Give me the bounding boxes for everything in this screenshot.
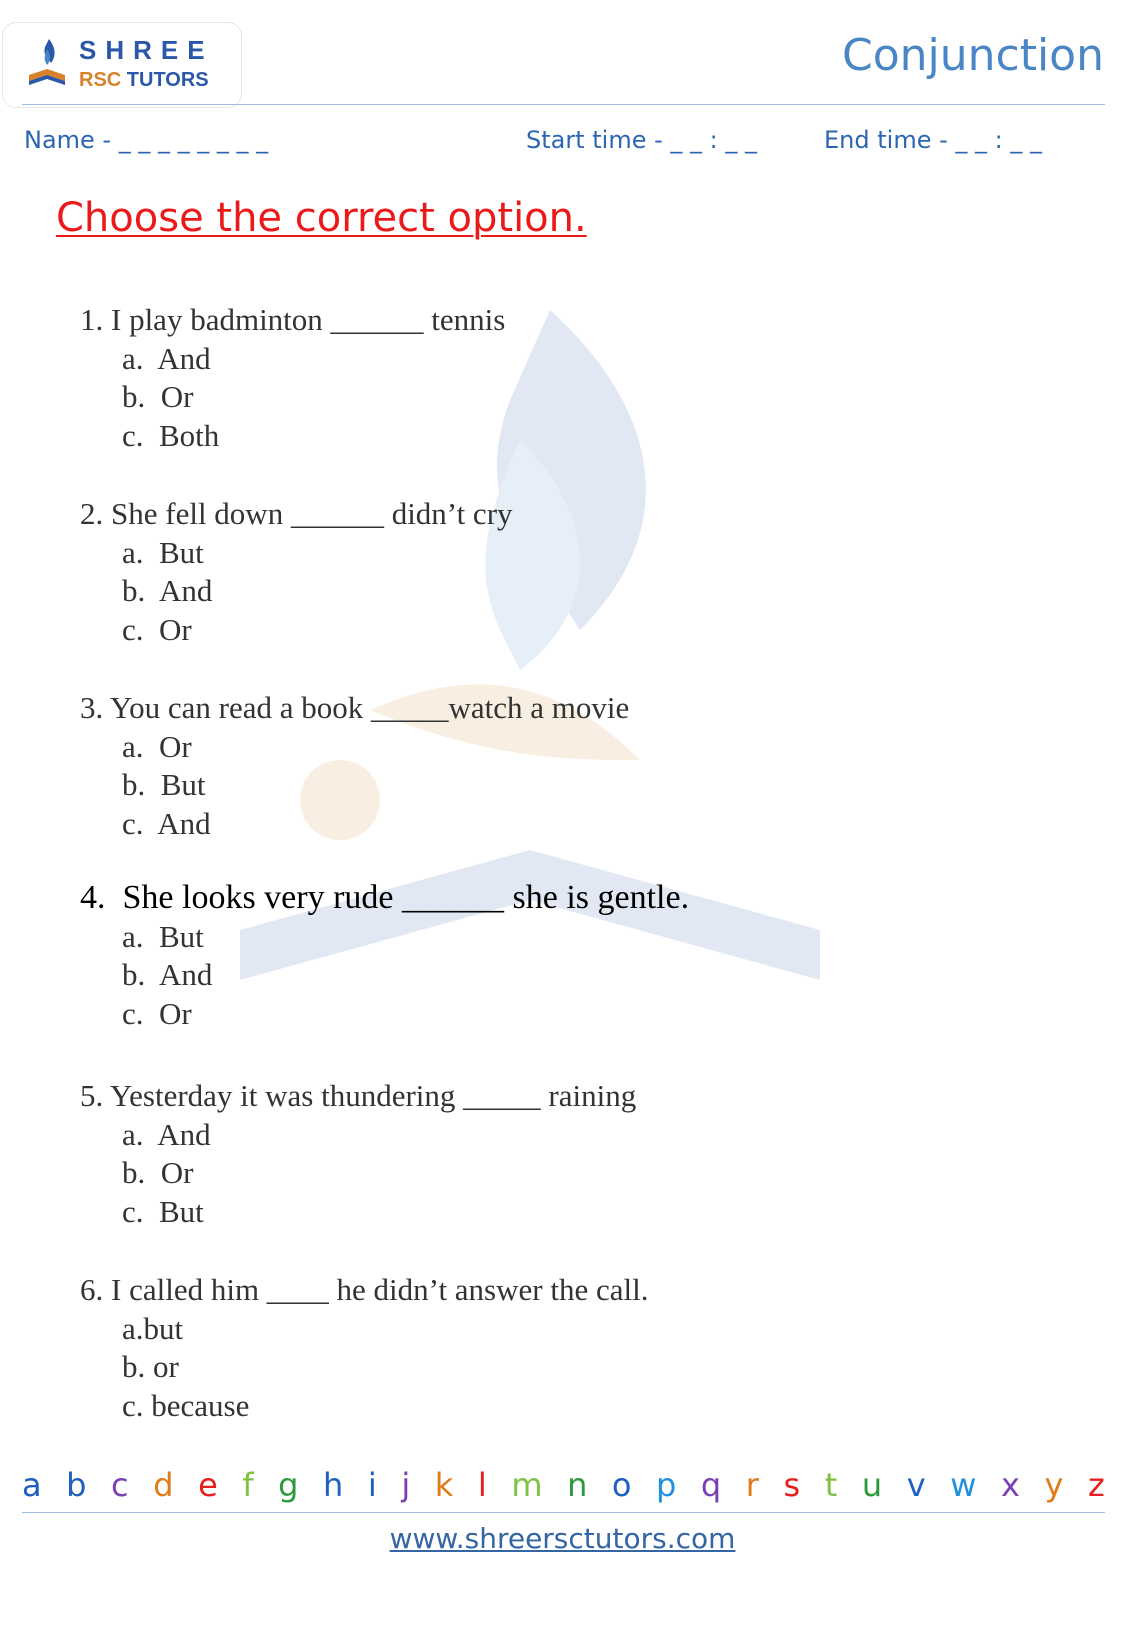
alphabet-letter-q: q: [700, 1466, 722, 1504]
option-b: b. And: [122, 573, 213, 608]
option-b: b. Or: [122, 1155, 194, 1190]
start-time-field: Start time - _ _ : _ _: [526, 126, 757, 154]
footer-divider: [22, 1512, 1105, 1513]
option-c: c. Or: [122, 611, 192, 647]
alphabet-letter-d: d: [153, 1466, 174, 1504]
question-stem: 5. Yesterday it was thundering _____ raining: [80, 1078, 637, 1113]
question-2: [80, 495, 513, 649]
option-a: a. And: [122, 1116, 211, 1152]
option-a: a.but: [122, 1310, 184, 1346]
option-c: c. But: [122, 1193, 204, 1229]
option-a: a. Or: [122, 728, 192, 764]
alphabet-letter-f: f: [242, 1466, 254, 1504]
option-b: b. But: [122, 767, 206, 802]
brand-subtitle-rsc: RSC: [79, 69, 122, 91]
alphabet-letter-t: t: [824, 1466, 838, 1504]
alphabet-letter-u: u: [861, 1466, 883, 1504]
question-stem: 4. She looks very rude ______ she is gentle.: [80, 879, 690, 916]
alphabet-letter-o: o: [611, 1466, 632, 1504]
alphabet-strip: [22, 1463, 1105, 1507]
alphabet-letter-n: n: [567, 1466, 588, 1504]
alphabet-letter-e: e: [198, 1466, 218, 1504]
alphabet-letter-m: m: [511, 1466, 543, 1504]
option-b: b. And: [122, 957, 213, 992]
end-time-field: End time - _ _ : _ _: [824, 126, 1042, 154]
brand-subtitle-tutors: TUTORS: [121, 69, 209, 91]
logo-flame-book-icon: [25, 35, 69, 91]
header-divider: [22, 104, 1105, 105]
worksheet-title: Conjunction: [841, 30, 1104, 81]
option-a: a. But: [122, 918, 204, 954]
question-1: [80, 301, 505, 455]
alphabet-letter-v: v: [906, 1466, 926, 1504]
alphabet-letter-h: h: [323, 1466, 344, 1504]
question-6: [80, 1271, 648, 1425]
brand-logo: [2, 22, 242, 108]
alphabet-letter-b: b: [66, 1466, 87, 1504]
alphabet-letter-r: r: [745, 1466, 759, 1504]
brand-name: SHREE: [79, 35, 214, 65]
alphabet-letter-c: c: [111, 1466, 129, 1504]
alphabet-letter-l: l: [477, 1466, 487, 1504]
alphabet-letter-y: y: [1044, 1466, 1064, 1504]
alphabet-letter-a: a: [22, 1466, 42, 1504]
option-a: a. But: [122, 534, 204, 570]
option-c: c. And: [122, 805, 211, 841]
alphabet-letter-z: z: [1087, 1466, 1105, 1504]
option-c: c. Both: [122, 417, 220, 453]
question-5: [80, 1077, 636, 1231]
brand-subtitle: [79, 69, 209, 92]
question-3: [80, 689, 629, 843]
instruction-heading: Choose the correct option.: [56, 195, 587, 241]
question-4: [80, 879, 689, 1033]
alphabet-letter-k: k: [434, 1466, 454, 1504]
question-stem: 2. She fell down ______ didn’t cry: [80, 496, 513, 531]
question-stem: 6. I called him ____ he didn’t answer the call.: [80, 1272, 649, 1307]
alphabet-letter-p: p: [656, 1466, 677, 1504]
website-link[interactable]: www.shreersctutors.com: [389, 1522, 736, 1555]
alphabet-letter-s: s: [783, 1466, 801, 1504]
question-stem: 1. I play badminton ______ tennis: [80, 302, 506, 337]
alphabet-letter-w: w: [950, 1466, 977, 1504]
option-c: c. because: [122, 1387, 250, 1423]
alphabet-letter-x: x: [1000, 1466, 1020, 1504]
option-b: b. or: [122, 1349, 179, 1384]
option-c: c. Or: [122, 995, 192, 1031]
alphabet-letter-i: i: [367, 1466, 377, 1504]
option-a: a. And: [122, 340, 211, 376]
alphabet-letter-j: j: [401, 1466, 411, 1504]
name-field: Name - _ _ _ _ _ _ _ _: [24, 126, 269, 154]
option-b: b. Or: [122, 379, 194, 414]
alphabet-letter-g: g: [278, 1466, 299, 1504]
question-stem: 3. You can read a book _____watch a movie: [80, 690, 630, 725]
